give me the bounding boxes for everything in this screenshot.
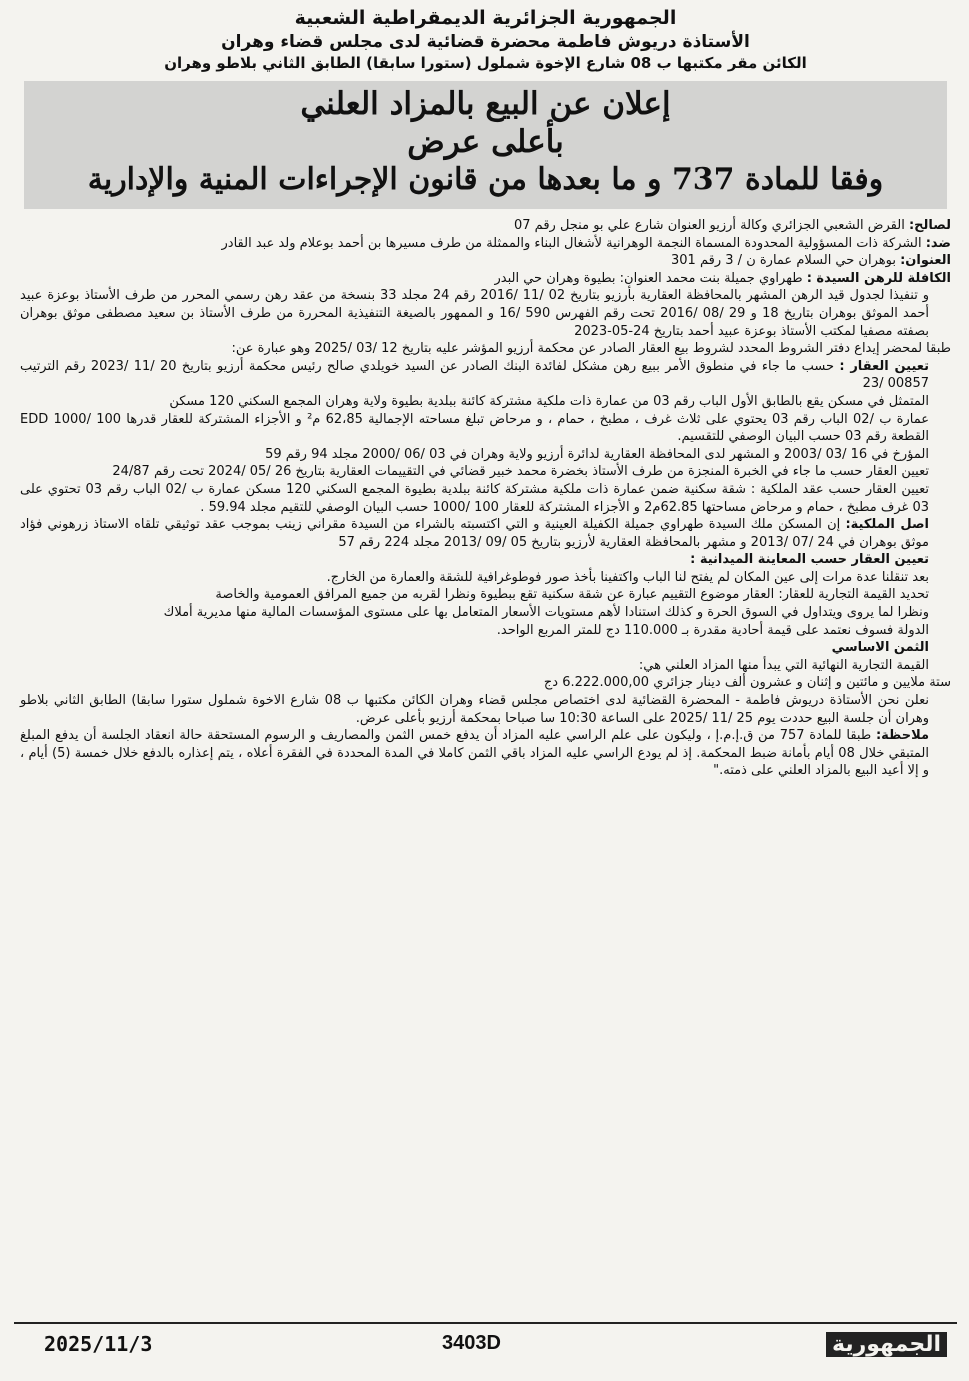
paragraph-against [20,235,951,253]
label-beneficiary: لصالح: [908,218,951,233]
label-guarantor: الكافلة للرهن السيدة : [806,270,951,286]
label-property-designation: تعيين العقار : [839,358,930,374]
label-site-inspection: تعيين العقار حسب المعاينة الميدانية : [690,552,929,568]
paragraph-dwelling: المتمثل في مسكن يقع بالطابق الأول الباب رقم 03 من عمارة ذات ملكية مشتركة كائنة ببلدية بطيوة ولاية وهران المجمع السكني 120 مسكن [169,393,929,409]
paragraph-property-designation [20,358,951,393]
paragraph-commercial-value: تحديد القيمة التجارية للعقار: العقار موضوع التقييم عبارة عن شقة سكنية تقع ببطيوة ونظرا لقربه من جميع المرافق العمومية والخاصة [215,587,929,603]
announcement-body [20,217,951,780]
against-text: الشركة ذات المسؤولية المحدودة المسماة النجمة الوهرانية لأشغال البناء والممثلة من طرف مسيرها بن أحمد بوعلام ولد عبد القادر [221,235,922,251]
origin-ownership-text: إن المسكن ملك السيدة طهراوي جميلة الكفيلة العينية و التي اكتسبته بالشراء من السيدة مقراني زينب بموجب عقد توثيقي تلقاه الاستاذ زرهوني فؤاد موثق بوهران في 24 /07 /2013 و مشهر بالمحافظة العقارية لأرزيو بتاريخ 05 /09 /2013 مجلد 224 رقم 57 [20,517,929,550]
label-against: ضد: [925,235,951,251]
label-base-price: الثمن الاساسي [831,640,929,656]
publication-date: 2025/11/3 [44,1332,153,1356]
paragraph-site-inspection: بعد تنقلنا عدة مرات إلى عين المكان لم يفتح لنا الباب واكتفينا بأخذ صور فوطوغرافية للشقة والعمارة من الخارج. [326,569,929,585]
property-designation-text: حسب ما جاء في منطوق الأمر ببيع رهن مشكل لفائدة البنك الصادر عن السيد خويلدي صالح رئيس محكمة أرزيو بتاريخ 20 /11 /2023 رقم الترتيب 00857 /23 [20,358,929,392]
office-address: الكائن مقر مكتبها ب 08 شارع الإخوة شملول (ستورا سابقا) الطابق الثاني بلاطو وهران [164,54,807,72]
announcement-subtitle: بأعلى عرض [407,124,564,160]
document-header [14,6,957,73]
announcement-title-box [24,81,947,209]
paragraph-final-value: القيمة التجارية النهائية التي يبدأ منها المزاد العلني هي: [638,657,929,673]
paragraph-building: عمارة ب /02 الباب رقم 03 يحتوي على ثلاث غرف ، مطبخ ، حمام ، و مرحاض تبلغ مساحته الإجمالية 62،85 م² و الأجزاء المشتركة للعقار قدرها 100 /1000 EDD القطعة رقم 03 حسب البيان الوصفي للتقسيم. [20,411,929,445]
paragraph-guarantor [20,270,951,288]
beneficiary-text: القرض الشعبي الجزائري وكالة أرزيو العنوان شارع علي بو منجل رقم 07 [513,218,905,233]
paragraph-address [20,252,951,270]
paragraph-expertise: تعيين العقار حسب ما جاء في الخبرة المنجزة من طرف الأستاذ بخضرة محمد خبير قضائي في التقييمات العقارية بتاريخ 26 /05 /2024 تحت رقم 24/87 [112,464,929,480]
note-text: طبقا للمادة 757 من ق.إ.م.إ ، وليكون على علم الراسي عليه المزاد أن يدفع خمس الثمن والمصاريف و الرسوم المستحقة حالة انعقاد الجلسة أن يدفع المبلغ المتبقي خلال 08 أيام بأمانة ضبط المحكمة. إذ لم يودع الراسي عليه المزاد باقي الثمن كاملا في المدة المحددة في الفقرة أعلاه ، يتم إعذاره بالدفع خلال خمسة (5) أيام ، و إلا أعيد البيع بالمزاد العلني على ذمته." [20,728,929,779]
announcement-title: إعلان عن البيع بالمزاد العلني [300,86,671,122]
page-footer [14,1322,957,1364]
paragraph-registration: المؤرخ في 16 /03 /2003 و المشهر لدى المحافظة العقارية لدائرة أرزيو ولاية وهران في 03 /06 /2000 مجلد 94 رقم 59 [265,446,929,462]
bailiff-name: الأستاذة دريوش فاطمة محضرة قضائية لدى مجلس قضاء وهران [221,32,750,52]
paragraph-market-basis: ونظرا لما يروى ويتداول في السوق الحرة و كذلك استنادا لأهم مستويات الأسعار المتعامل بها على مستوى المؤسسات المالية منها مديرية أملاك [163,605,929,621]
announcement-legal-basis: وفقا للمادة 737 و ما بعدها من قانون الإجراءات المنية والإدارية [87,162,884,197]
newspaper-logo: الجمهورية [826,1332,947,1357]
paragraph-beneficiary [20,217,951,235]
paragraph-origin-ownership [20,516,951,551]
paragraph-price-amount: ستة ملايين و مائتين و إثنان و عشرون ألف دينار جزائري 6.222.000,00 دج [543,675,951,691]
paragraph-note [20,727,951,780]
label-origin-ownership: اصل الملكية: [845,517,929,533]
paragraph-mortgage: و تنفيذا لجدول قيد الرهن المشهر بالمحافظة العقارية بأرزيو بتاريخ 02 /11 /2016 رقم 24 مجلد 33 بنسخة من عقد رهن رسمي المحرر من طرف الأستاذ بوعزة عبيد أحمد الموثق بوهران بتاريخ 18 و 29 /08 /2016 تحت رقم الفهرس 590 /16 و الممهور بالصيغة التنفيذية المحررة من طرف الأستاذ بن سعيد مصطفى موثق بوهران بصفته مصفيا لمكتب الأستاذ بوعزة عبيد أحمد بتاريخ 24-05-2023 [20,288,930,339]
label-address: العنوان: [900,253,951,269]
paragraph-unit-price: الدولة فسوف نعتمد على قيمة أحادية مقدرة بـ 110.000 دج للمتر المربع الواحد. [496,622,929,638]
announcement-code: 3403D [442,1332,501,1354]
address-text: بوهران حي السلام عمارة ن / 3 رقم 301 [671,253,896,269]
paragraph-ownership-deed: تعيين العقار حسب عقد الملكية : شقة سكنية ضمن عمارة ذات ملكية مشتركة كائنة ببلدية بطيوة المجمع السكني 120 مسكن عمارة ب /02 الباب رقم 03 تحتوي على 03 غرف مطبخ ، حمام و مرحاض مساحتها 62.85م2 و الأجزاء المشتركة للعقار 100 /1000 حسب البيان الوصفي للتقيم مجلد 59.94 . [20,481,929,515]
paragraph-conditions-deposit: طبقا لمحضر إيداع دفتر الشروط المحدد لشروط بيع العقار الصادر عن محكمة أرزيو المؤشر عليه بتاريخ 12 /03 /2025 وهو عبارة عن: [231,341,951,357]
republic-title: الجمهورية الجزائرية الديمقراطية الشعبية [294,7,677,29]
paragraph-session-date: نعلن نحن الأستاذة دريوش فاطمة - المحضرة القضائية لدى اختصاص مجلس قضاء وهران الكائن مكتبها ب 08 شارع الاخوة شملول ستورا سابقا) الطابق الثاني بلاطو وهران أن جلسة البيع حددت يوم 25 /11 /2025 على الساعة 10:30 سا صباحا بمحكمة أرزيو بأعلى عرض. [20,693,929,726]
guarantor-text: طهراوي جميلة بنت محمد العنوان: بطيوة وهران حي البدر [494,270,803,286]
label-note: ملاحظة: [875,728,929,744]
legal-notice-page [14,4,957,1374]
